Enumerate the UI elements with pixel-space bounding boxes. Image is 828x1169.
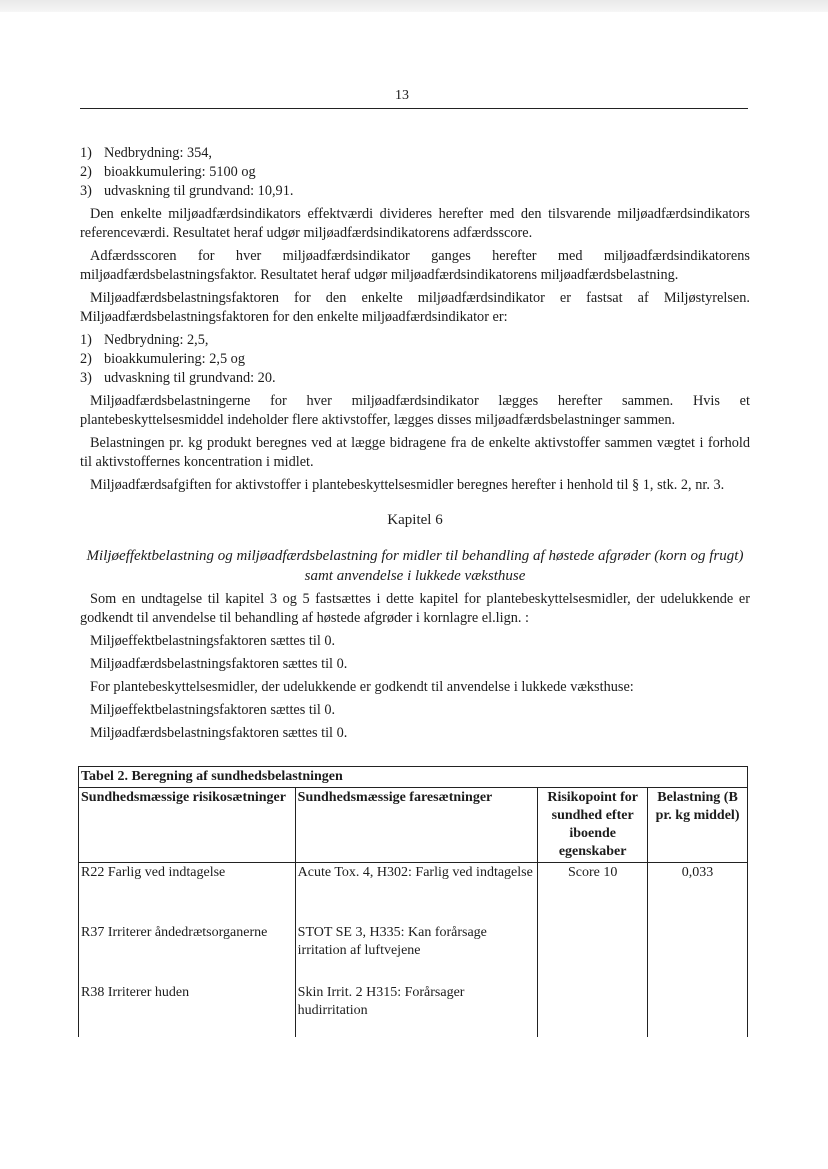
column-header: Risikopoint for sundhed efter iboende egenskaber — [538, 788, 648, 863]
paragraph: Belastningen pr. kg produkt beregnes ved at lægge bidragene fra de enkelte aktivstoffer sammen vægtet i forhold til aktivstoffernes koncentration i midlet. — [80, 435, 750, 470]
text-line: Miljøadfærdsbelastningsfaktoren sættes til 0. — [90, 656, 348, 672]
paragraph: Adfærdsscoren for hver miljøadfærdsindikator ganges herefter med miljøadfærdsindikatorens miljøadfærdsbelastningsfaktor. Resultatet heraf udgør miljøadfærdsindikatorens miljøadfærdsbelastning. — [80, 248, 750, 283]
paragraph: Miljøadfærdsafgiften for aktivstoffer i plantebeskyttelsesmidler beregnes herefter i henhold til § 1, stk. 2, nr. 3. — [90, 477, 725, 493]
text-line: Miljøadfærdsbelastningsfaktoren sættes til 0. — [90, 725, 348, 741]
table-row — [79, 983, 748, 1037]
page-number: 13 — [395, 88, 409, 103]
chapter-subtitle: Miljøeffektbelastning og miljøadfærdsbelastning for midler til behandling af høstede afgrøder (korn og frugt) samt anvendelse i lukkede væksthuse — [86, 548, 744, 584]
text-line: Miljøeffektbelastningsfaktoren sættes til 0. — [90, 633, 336, 649]
paragraph: Som en undtagelse til kapitel 3 og 5 fastsættes i dette kapitel for plantebeskyttelsesmidler, der udelukkende er godkendt til anvendelse til behandling af høstede afgrøder i kornlagre el.lign. : — [80, 591, 750, 626]
chapter-heading: Kapitel 6 — [387, 512, 443, 528]
list-item: 1) Nedbrydning: 2,5, — [80, 332, 209, 348]
numbered-list-load-factors — [80, 331, 750, 388]
table-cell: Skin Irrit. 2 H315: Forårsager hudirritation — [295, 983, 538, 1037]
table-caption-row — [79, 767, 748, 788]
table-cell: R38 Irriterer huden — [79, 983, 296, 1037]
column-header: Sundhedsmæssige faresætninger — [295, 788, 538, 863]
list-item: 3) udvaskning til grundvand: 20. — [80, 370, 276, 386]
table-cell: 0,033 — [648, 863, 748, 924]
table-cell: STOT SE 3, H335: Kan forårsage irritation af luftvejene — [295, 923, 538, 983]
text-line: Miljøeffektbelastningsfaktoren sættes til 0. — [90, 702, 336, 718]
table-cell: R22 Farlig ved indtagelse — [79, 863, 296, 924]
table-cell: Score 10 — [538, 863, 648, 924]
header-rule — [80, 108, 748, 109]
paragraph: Miljøadfærdsbelastningerne for hver miljøadfærdsindikator lægges herefter sammen. Hvis et plantebeskyttelsesmiddel indeholder flere aktivstoffer, lægges disses miljøadfærdsbelastninger sammen. — [80, 393, 750, 428]
numbered-list-effect-values — [80, 144, 750, 201]
table-row — [79, 863, 748, 924]
table-cell — [538, 923, 648, 983]
table-cell: R37 Irriterer åndedrætsorganerne — [79, 923, 296, 983]
table-cell: Acute Tox. 4, H302: Farlig ved indtagelse — [295, 863, 538, 924]
list-item: 1) Nedbrydning: 354, — [80, 145, 213, 161]
table-row — [79, 923, 748, 983]
list-item: 3) udvaskning til grundvand: 10,91. — [80, 183, 294, 199]
document-body — [80, 144, 750, 747]
table-header-row — [79, 788, 748, 863]
column-header: Belastning (B pr. kg middel) — [648, 788, 748, 863]
list-item: 2) bioakkumulering: 2,5 og — [80, 351, 245, 367]
paragraph: Miljøadfærdsbelastningsfaktoren for den enkelte miljøadfærdsindikator er fastsat af Miljøstyrelsen. Miljøadfærdsbelastningsfaktoren for den enkelte miljøadfærdsindikator er: — [80, 290, 750, 325]
table-cell — [648, 983, 748, 1037]
health-load-table — [78, 766, 748, 1037]
paragraph: Den enkelte miljøadfærdsindikators effektværdi divideres herefter med den tilsvarende miljøadfærdsindikators referenceværdi. Resultatet heraf udgør miljøadfærdsindikatorens adfærdsscore. — [80, 206, 750, 241]
column-header: Sundhedsmæssige risikosætninger — [79, 788, 296, 863]
table-caption: Tabel 2. Beregning af sundhedsbelastningen — [79, 767, 748, 788]
table-cell — [538, 983, 648, 1037]
table-cell — [648, 923, 748, 983]
list-item: 2) bioakkumulering: 5100 og — [80, 164, 256, 180]
text-line: For plantebeskyttelsesmidler, der udelukkende er godkendt til anvendelse i lukkede væksthuse: — [90, 679, 634, 695]
